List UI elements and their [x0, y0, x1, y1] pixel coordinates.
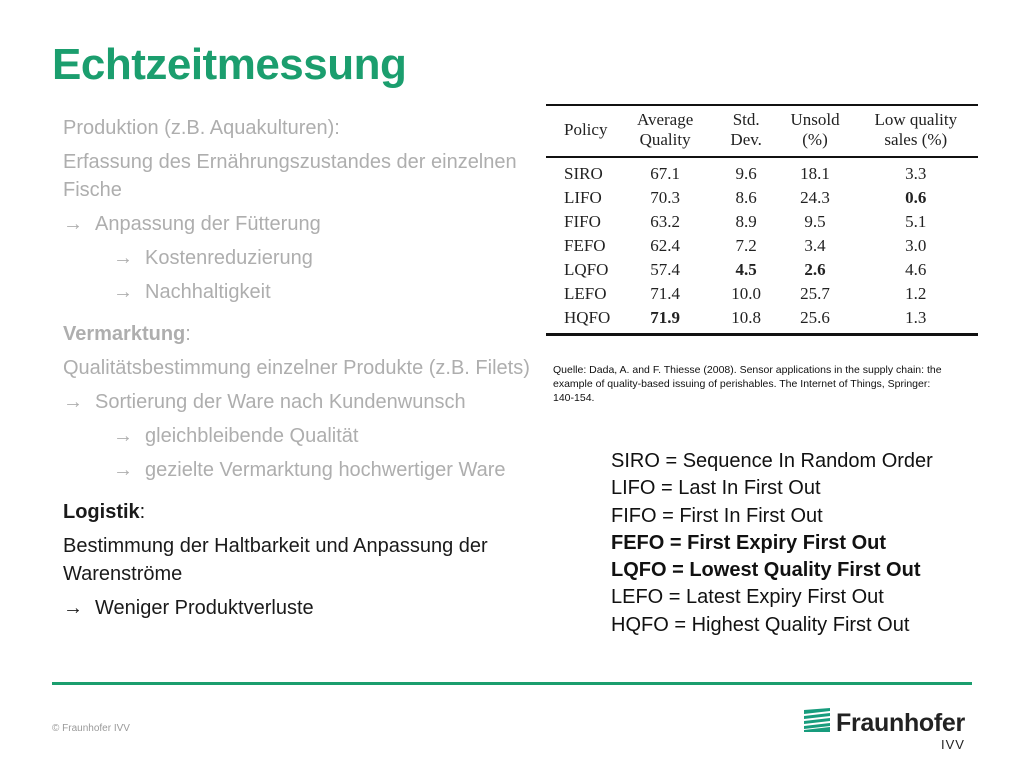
table-cell: 10.8 — [731, 308, 762, 327]
legend-item: SIRO = Sequence In Random Order — [611, 450, 933, 472]
section-heading-produktion — [63, 114, 533, 142]
table-cell: 3.4 — [804, 236, 826, 255]
table-cell: 9.5 — [804, 212, 826, 231]
produktion-sub-item — [63, 278, 533, 306]
logo-name: Fraunhofer — [836, 709, 965, 737]
produktion-sub2: Nachhaltigkeit — [145, 281, 271, 303]
slide-title: Echtzeitmessung — [52, 40, 407, 89]
produktion-sub1: Kostenreduzierung — [145, 247, 313, 269]
table-header-row — [546, 105, 978, 157]
legend-item: LIFO = Last In First Out — [611, 477, 821, 500]
table-cell: FEFO — [564, 236, 606, 255]
table-cell: 8.9 — [735, 212, 757, 231]
table-cell: 18.1 — [800, 164, 830, 183]
table-cell: 63.2 — [650, 212, 680, 231]
table-cell: 1.3 — [905, 308, 927, 327]
table-row — [546, 186, 978, 210]
table-cell: HQFO — [564, 308, 611, 327]
arrow-icon: → — [63, 213, 83, 235]
vermarktung-line1: Qualitätsbestimmung einzelner Produkte (z.B. Filets) — [63, 357, 530, 379]
arrow-icon: → — [113, 459, 133, 481]
column-header-policy: Policy — [564, 120, 608, 139]
table-cell: 10.0 — [731, 284, 762, 303]
legend-item: LEFO = Latest Expiry First Out — [611, 586, 884, 609]
table-cell: 71.4 — [650, 284, 680, 303]
column-header-std-dev: Std. Dev. — [730, 110, 762, 149]
fraunhofer-logo — [804, 708, 965, 752]
vermarktung-arrow1: Sortierung der Ware nach Kundenwunsch — [95, 391, 466, 413]
section-heading-logistik — [63, 498, 533, 526]
produktion-line1: Erfassung des Ernährungszustandes der einzelnen Fische — [63, 151, 517, 201]
table-cell: 25.6 — [800, 308, 830, 327]
footer-divider — [52, 682, 972, 685]
table-cell: 25.7 — [800, 284, 830, 303]
logistik-line1: Bestimmung der Haltbarkeit und Anpassung der Warenströme — [63, 535, 488, 585]
table-row — [546, 210, 978, 234]
table-cell-highlight: 4.5 — [735, 260, 757, 279]
arrow-icon: → — [113, 425, 133, 447]
table-cell: 3.0 — [905, 236, 927, 255]
arrow-icon: → — [63, 597, 83, 619]
legend-item-highlight: FEFO = First Expiry First Out — [611, 531, 887, 554]
column-header-average-quality: Average Quality — [636, 110, 694, 149]
vermarktung-sub1: gleichbleibende Qualität — [145, 425, 359, 447]
arrow-icon: → — [113, 247, 133, 269]
fraunhofer-logo-icon — [804, 708, 830, 732]
table-row — [546, 258, 978, 282]
vermarktung-sub2: gezielte Vermarktung hochwertiger Ware — [145, 459, 506, 481]
table-row — [546, 157, 978, 186]
table-cell: 24.3 — [800, 188, 830, 207]
table-cell: 1.2 — [905, 284, 927, 303]
table-cell: 62.4 — [650, 236, 680, 255]
logistik-head: Logistik — [63, 501, 140, 523]
table-cell: LQFO — [564, 260, 609, 279]
table-cell: 9.6 — [735, 164, 757, 183]
content-left — [63, 114, 533, 622]
table-row — [546, 306, 978, 335]
produktion-sub-item — [63, 244, 533, 272]
logistik-colon: : — [139, 501, 146, 523]
table-cell: 3.3 — [905, 164, 927, 183]
table-cell: LIFO — [564, 188, 602, 207]
logistik-arrow1: Weniger Produktverluste — [95, 597, 314, 619]
table-cell: 70.3 — [650, 188, 680, 207]
table-row — [546, 282, 978, 306]
produktion-head: Produktion — [63, 117, 159, 139]
arrow-icon: → — [63, 391, 83, 413]
table-cell-highlight: 71.9 — [650, 308, 680, 327]
column-header-unsold: Unsold (%) — [790, 110, 840, 149]
table-cell-highlight: 2.6 — [804, 260, 826, 279]
produktion-arrow1: Anpassung der Fütterung — [95, 213, 321, 235]
vermarktung-colon: : — [185, 323, 191, 345]
vermarktung-head: Vermarktung — [63, 323, 186, 345]
table-cell: 5.1 — [905, 212, 927, 231]
table-cell: 8.6 — [735, 188, 757, 207]
column-header-low-quality-sales: Low quality sales (%) — [874, 110, 958, 149]
vermarktung-arrow-item — [63, 388, 533, 416]
logo-subtitle: IVV — [940, 737, 965, 752]
table-cell: SIRO — [564, 164, 603, 183]
legend-item: FIFO = First In First Out — [611, 504, 823, 527]
legend-item: HQFO = Highest Quality First Out — [611, 613, 910, 636]
table-cell-highlight: 0.6 — [905, 188, 927, 207]
copyright-notice: © Fraunhofer IVV — [52, 723, 130, 734]
abbreviation-legend — [611, 448, 933, 639]
table-cell: FIFO — [564, 212, 601, 231]
source-citation: Quelle: Dada, A. and F. Thiesse (2008). Sensor applications in the supply chain: the example of quality-based issuing of perishables. The Internet of Things, Springer: 140-154. — [553, 364, 942, 404]
table-row — [546, 234, 978, 258]
table-cell: 67.1 — [650, 164, 680, 183]
logo-text — [836, 708, 965, 752]
table-cell: 4.6 — [905, 260, 927, 279]
arrow-icon: → — [113, 281, 133, 303]
policy-table — [546, 104, 978, 336]
legend-item-highlight: LQFO = Lowest Quality First Out — [611, 559, 921, 582]
table-cell: 57.4 — [650, 260, 680, 279]
vermarktung-sub-item — [63, 456, 533, 484]
produktion-detail: (z.B. Aquakulturen): — [158, 117, 340, 139]
logistik-arrow-item — [63, 594, 533, 622]
produktion-arrow-item — [63, 210, 533, 238]
table-cell: 7.2 — [735, 236, 757, 255]
vermarktung-sub-item — [63, 422, 533, 450]
table-cell: LEFO — [564, 284, 607, 303]
section-heading-vermarktung — [63, 320, 533, 348]
